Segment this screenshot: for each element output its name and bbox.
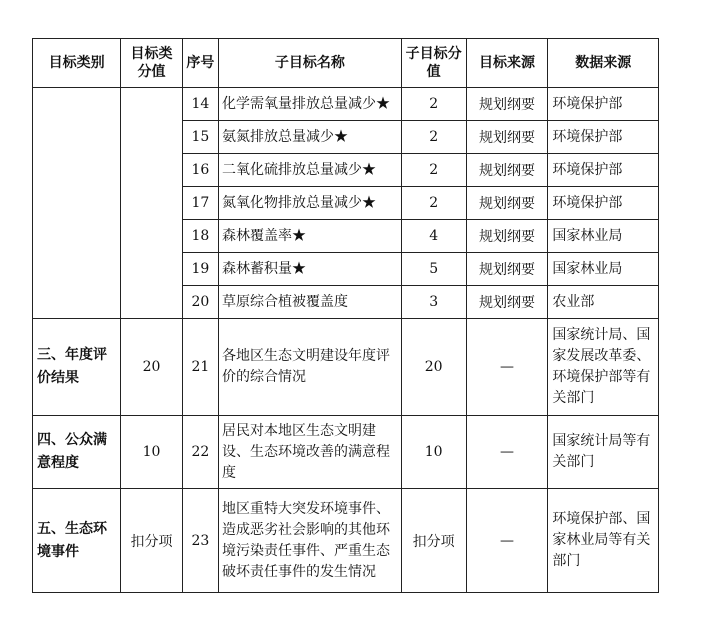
goal-source: 规划纲要 bbox=[466, 187, 548, 220]
row-number: 15 bbox=[182, 121, 218, 154]
data-source: 环境保护部 bbox=[548, 187, 659, 220]
header-subgoal-score: 子目标分值 bbox=[401, 39, 466, 88]
subgoal-score: 20 bbox=[401, 319, 466, 416]
table-row bbox=[33, 88, 659, 121]
subgoal-score: 2 bbox=[401, 154, 466, 187]
category-cell-continued bbox=[33, 88, 121, 319]
category-cell: 三、年度评价结果 bbox=[33, 319, 121, 416]
subgoal-score: 扣分项 bbox=[401, 489, 466, 593]
subgoal-name: 化学需氧量排放总量减少★ bbox=[218, 88, 401, 121]
header-category: 目标类别 bbox=[33, 39, 121, 88]
row-number: 14 bbox=[182, 88, 218, 121]
data-source: 国家统计局等有关部门 bbox=[548, 416, 659, 489]
row-number: 23 bbox=[182, 489, 218, 593]
subgoal-name: 各地区生态文明建设年度评价的综合情况 bbox=[218, 319, 401, 416]
category-score: 扣分项 bbox=[121, 489, 183, 593]
data-source: 环境保护部 bbox=[548, 88, 659, 121]
data-source: 环境保护部 bbox=[548, 154, 659, 187]
data-source: 农业部 bbox=[548, 286, 659, 319]
row-number: 16 bbox=[182, 154, 218, 187]
subgoal-score: 2 bbox=[401, 187, 466, 220]
row-number: 17 bbox=[182, 187, 218, 220]
data-source: 国家统计局、国家发展改革委、环境保护部等有关部门 bbox=[548, 319, 659, 416]
data-source: 环境保护部、国家林业局等有关部门 bbox=[548, 489, 659, 593]
subgoal-score: 2 bbox=[401, 121, 466, 154]
data-source: 国家林业局 bbox=[548, 220, 659, 253]
category-score: 20 bbox=[121, 319, 183, 416]
row-number: 22 bbox=[182, 416, 218, 489]
indicator-table bbox=[32, 38, 659, 593]
subgoal-name: 居民对本地区生态文明建设、生态环境改善的满意程度 bbox=[218, 416, 401, 489]
table-row bbox=[33, 319, 659, 416]
row-number: 21 bbox=[182, 319, 218, 416]
header-category-score: 目标类分值 bbox=[121, 39, 183, 88]
goal-source: 规划纲要 bbox=[466, 88, 548, 121]
data-source: 环境保护部 bbox=[548, 121, 659, 154]
goal-source: 规划纲要 bbox=[466, 286, 548, 319]
subgoal-score: 5 bbox=[401, 253, 466, 286]
subgoal-name: 氮氧化物排放总量减少★ bbox=[218, 187, 401, 220]
subgoal-score: 10 bbox=[401, 416, 466, 489]
goal-source: 规划纲要 bbox=[466, 253, 548, 286]
subgoal-name: 地区重特大突发环境事件、造成恶劣社会影响的其他环境污染责任事件、严重生态破坏责任事件的发生情况 bbox=[218, 489, 401, 593]
subgoal-score: 4 bbox=[401, 220, 466, 253]
row-number: 20 bbox=[182, 286, 218, 319]
subgoal-name: 二氧化硫排放总量减少★ bbox=[218, 154, 401, 187]
data-source: 国家林业局 bbox=[548, 253, 659, 286]
row-number: 19 bbox=[182, 253, 218, 286]
subgoal-name: 氨氮排放总量减少★ bbox=[218, 121, 401, 154]
header-subgoal-name: 子目标名称 bbox=[218, 39, 401, 88]
goal-source: — bbox=[466, 416, 548, 489]
category-score-cell-continued bbox=[121, 88, 183, 319]
header-row bbox=[33, 39, 659, 88]
category-cell: 五、生态环境事件 bbox=[33, 489, 121, 593]
goal-source: — bbox=[466, 319, 548, 416]
category-cell: 四、公众满意程度 bbox=[33, 416, 121, 489]
goal-source: 规划纲要 bbox=[466, 121, 548, 154]
subgoal-score: 3 bbox=[401, 286, 466, 319]
row-number: 18 bbox=[182, 220, 218, 253]
goal-source: 规划纲要 bbox=[466, 220, 548, 253]
goal-source: — bbox=[466, 489, 548, 593]
header-number: 序号 bbox=[182, 39, 218, 88]
goal-source: 规划纲要 bbox=[466, 154, 548, 187]
subgoal-score: 2 bbox=[401, 88, 466, 121]
subgoal-name: 草原综合植被覆盖度 bbox=[218, 286, 401, 319]
table-row bbox=[33, 489, 659, 593]
table-row bbox=[33, 416, 659, 489]
category-score: 10 bbox=[121, 416, 183, 489]
subgoal-name: 森林蓄积量★ bbox=[218, 253, 401, 286]
header-goal-source: 目标来源 bbox=[466, 39, 548, 88]
subgoal-name: 森林覆盖率★ bbox=[218, 220, 401, 253]
header-data-source: 数据来源 bbox=[548, 39, 659, 88]
